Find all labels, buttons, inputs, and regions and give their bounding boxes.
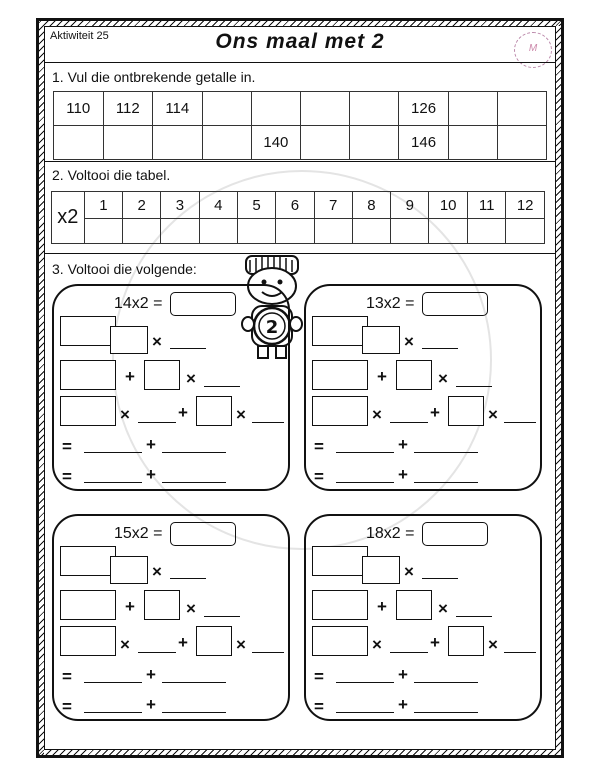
- multiplier-cell: 11: [467, 192, 505, 219]
- times-symbol: ×: [488, 405, 498, 424]
- table-cell[interactable]: 146: [399, 126, 449, 160]
- units-box[interactable]: [396, 360, 432, 390]
- multiplier-cell: 9: [391, 192, 429, 219]
- answer-cell[interactable]: [352, 219, 390, 244]
- multiplier-cell: 5: [237, 192, 275, 219]
- table-cell[interactable]: [54, 126, 104, 160]
- blank-line[interactable]: [162, 482, 226, 483]
- page-title: Ons maal met 2: [215, 30, 385, 53]
- table-cell[interactable]: [301, 126, 350, 160]
- blank-line[interactable]: [414, 712, 478, 713]
- blank-line[interactable]: [336, 712, 394, 713]
- times-symbol: ×: [404, 562, 414, 581]
- section1-divider: [44, 161, 556, 162]
- multiplier-cell: 12: [506, 192, 545, 219]
- problem-panel: [52, 284, 290, 491]
- plus-symbol: +: [125, 367, 135, 386]
- blank-line[interactable]: [456, 616, 492, 617]
- tens-box[interactable]: [60, 546, 116, 576]
- answer-cell[interactable]: [123, 219, 161, 244]
- times-symbol: ×: [152, 332, 162, 351]
- missing-numbers-table: [53, 91, 547, 160]
- tens-box[interactable]: [312, 360, 368, 390]
- units-box[interactable]: [196, 396, 232, 426]
- blank-line[interactable]: [414, 482, 478, 483]
- units-box[interactable]: [448, 626, 484, 656]
- plus-symbol: +: [398, 465, 408, 484]
- multiplier-cell: 1: [84, 192, 122, 219]
- answer-cell[interactable]: [429, 219, 468, 244]
- plus-symbol: +: [377, 367, 387, 386]
- plus-symbol: +: [398, 435, 408, 454]
- answer-cell[interactable]: [467, 219, 505, 244]
- plus-symbol: +: [125, 597, 135, 616]
- tens-box[interactable]: [312, 546, 368, 576]
- table-cell[interactable]: 112: [103, 92, 153, 126]
- table-cell[interactable]: [103, 126, 153, 160]
- problem-expression: 14x2 =: [114, 295, 163, 312]
- units-box[interactable]: [362, 326, 400, 354]
- blank-line[interactable]: [84, 682, 142, 683]
- blank-line[interactable]: [390, 652, 428, 653]
- plus-symbol: +: [146, 665, 156, 684]
- multiplier-cell: 6: [276, 192, 314, 219]
- plus-symbol: +: [430, 633, 440, 652]
- multiplier-cell: 8: [352, 192, 390, 219]
- blank-line[interactable]: [504, 422, 536, 423]
- row-label: x2: [52, 192, 85, 244]
- answer-cell[interactable]: [506, 219, 545, 244]
- answer-box[interactable]: [422, 292, 488, 316]
- problem-panel: [304, 284, 542, 491]
- blank-line[interactable]: [162, 682, 226, 683]
- plus-symbol: +: [146, 465, 156, 484]
- plus-symbol: +: [377, 597, 387, 616]
- answer-cell[interactable]: [199, 219, 237, 244]
- multiplier-cell: 7: [314, 192, 352, 219]
- blank-line[interactable]: [84, 452, 142, 453]
- blank-line[interactable]: [138, 422, 176, 423]
- plus-symbol: +: [398, 695, 408, 714]
- units-box[interactable]: [362, 556, 400, 584]
- blank-line[interactable]: [252, 422, 284, 423]
- blank-line[interactable]: [170, 348, 206, 349]
- table-cell[interactable]: [497, 92, 546, 126]
- blank-line[interactable]: [422, 348, 458, 349]
- problem-expression: 13x2 =: [366, 295, 415, 312]
- units-box[interactable]: [448, 396, 484, 426]
- table-cell[interactable]: 110: [54, 92, 104, 126]
- table-cell[interactable]: [350, 92, 399, 126]
- table-cell[interactable]: 126: [399, 92, 449, 126]
- equals-symbol: =: [314, 697, 324, 716]
- answer-cell[interactable]: [314, 219, 352, 244]
- table-cell[interactable]: 114: [153, 92, 203, 126]
- answer-cell[interactable]: [237, 219, 275, 244]
- blank-line[interactable]: [170, 578, 206, 579]
- section1-heading: 1. Vul die ontbrekende getalle in.: [52, 69, 256, 85]
- multiplier-cell: 10: [429, 192, 468, 219]
- units-box[interactable]: [396, 590, 432, 620]
- problem-panel: [52, 514, 290, 721]
- blank-line[interactable]: [162, 452, 226, 453]
- times-two-table: [51, 191, 545, 244]
- answer-box[interactable]: [170, 522, 236, 546]
- table-cell[interactable]: [202, 126, 251, 160]
- plus-symbol: +: [178, 633, 188, 652]
- times-symbol: ×: [236, 635, 246, 654]
- times-symbol: ×: [120, 635, 130, 654]
- equals-symbol: =: [314, 437, 324, 456]
- plus-symbol: +: [398, 665, 408, 684]
- blank-line[interactable]: [204, 386, 240, 387]
- answer-cell[interactable]: [391, 219, 429, 244]
- units-box[interactable]: [110, 326, 148, 354]
- multiplier-cell: 3: [161, 192, 199, 219]
- units-box[interactable]: [144, 590, 180, 620]
- times-symbol: ×: [372, 405, 382, 424]
- times-symbol: ×: [120, 405, 130, 424]
- blank-line[interactable]: [84, 482, 142, 483]
- blank-line[interactable]: [336, 482, 394, 483]
- table-cell[interactable]: 140: [251, 126, 301, 160]
- blank-line[interactable]: [456, 386, 492, 387]
- tens-box[interactable]: [60, 360, 116, 390]
- multiplier-cell: 2: [123, 192, 161, 219]
- table-cell[interactable]: [448, 126, 497, 160]
- times-symbol: ×: [152, 562, 162, 581]
- answer-cell[interactable]: [161, 219, 199, 244]
- equals-symbol: =: [62, 667, 72, 686]
- blank-line[interactable]: [336, 682, 394, 683]
- answer-box[interactable]: [422, 522, 488, 546]
- units-box[interactable]: [110, 556, 148, 584]
- answer-cell[interactable]: [276, 219, 314, 244]
- tens-box[interactable]: [60, 590, 116, 620]
- plus-symbol: +: [178, 403, 188, 422]
- tens-box[interactable]: [312, 316, 368, 346]
- times-symbol: ×: [186, 599, 196, 618]
- answer-box[interactable]: [170, 292, 236, 316]
- times-symbol: ×: [186, 369, 196, 388]
- table-cell[interactable]: [251, 92, 301, 126]
- tens-box[interactable]: [60, 316, 116, 346]
- tens-box[interactable]: [312, 626, 368, 656]
- table-cell[interactable]: [153, 126, 203, 160]
- table-cell[interactable]: [350, 126, 399, 160]
- tens-box[interactable]: [312, 396, 368, 426]
- multiplier-cell: 4: [199, 192, 237, 219]
- units-box[interactable]: [144, 360, 180, 390]
- table-row: [54, 92, 547, 126]
- table-cell[interactable]: [301, 92, 350, 126]
- blank-line[interactable]: [204, 616, 240, 617]
- equals-symbol: =: [314, 467, 324, 486]
- blank-line[interactable]: [336, 452, 394, 453]
- plus-symbol: +: [146, 695, 156, 714]
- problem-expression: 18x2 =: [366, 525, 415, 542]
- table-row: [54, 126, 547, 160]
- equals-symbol: =: [314, 667, 324, 686]
- tens-box[interactable]: [60, 626, 116, 656]
- blank-line[interactable]: [504, 652, 536, 653]
- times-symbol: ×: [372, 635, 382, 654]
- tens-box[interactable]: [312, 590, 368, 620]
- equals-symbol: =: [62, 697, 72, 716]
- table-cell[interactable]: [497, 126, 546, 160]
- problem-expression: 15x2 =: [114, 525, 163, 542]
- tens-box[interactable]: [60, 396, 116, 426]
- table-cell[interactable]: [202, 92, 251, 126]
- plus-symbol: +: [146, 435, 156, 454]
- times-symbol: ×: [236, 405, 246, 424]
- activity-label: Aktiwiteit 25: [50, 30, 109, 42]
- blank-line[interactable]: [84, 712, 142, 713]
- answer-cell[interactable]: [84, 219, 122, 244]
- times-symbol: ×: [404, 332, 414, 351]
- plus-symbol: +: [430, 403, 440, 422]
- equals-symbol: =: [62, 467, 72, 486]
- table-cell[interactable]: [448, 92, 497, 126]
- times-symbol: ×: [438, 599, 448, 618]
- units-box[interactable]: [196, 626, 232, 656]
- blank-line[interactable]: [422, 578, 458, 579]
- badge-number: 2: [265, 317, 279, 338]
- times-symbol: ×: [438, 369, 448, 388]
- logo-text: M: [528, 43, 538, 54]
- blank-line[interactable]: [390, 422, 428, 423]
- section3-heading: 3. Voltooi die volgende:: [52, 261, 197, 277]
- problem-panel: [304, 514, 542, 721]
- blank-line[interactable]: [414, 682, 478, 683]
- blank-line[interactable]: [414, 452, 478, 453]
- blank-line[interactable]: [138, 652, 176, 653]
- times-symbol: ×: [488, 635, 498, 654]
- blank-line[interactable]: [162, 712, 226, 713]
- blank-line[interactable]: [252, 652, 284, 653]
- equals-symbol: =: [62, 437, 72, 456]
- section2-heading: 2. Voltooi die tabel.: [52, 167, 171, 183]
- header-divider: [44, 62, 556, 63]
